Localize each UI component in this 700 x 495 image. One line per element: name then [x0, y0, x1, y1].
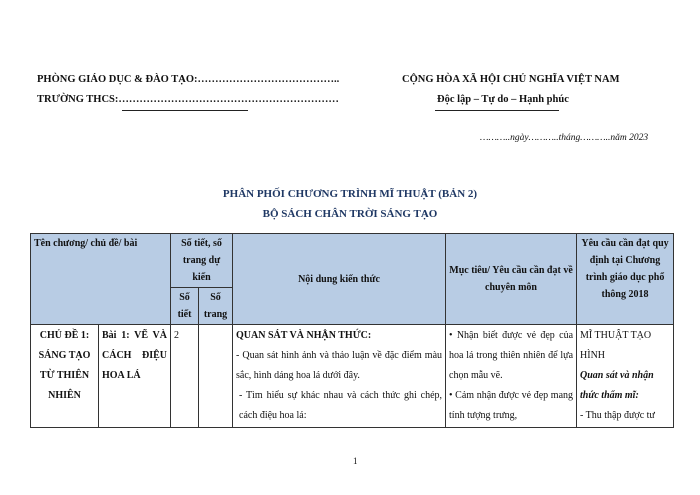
motto-underline	[435, 110, 559, 111]
header-chapter: Tên chương/ chủ đề/ bài	[31, 234, 171, 325]
table-row	[31, 325, 674, 428]
content-title: QUAN SÁT VÀ NHẬN THỨC:	[236, 330, 372, 341]
objective-item: • Nhận biết được vẻ đẹp của hoa lá trong thiên nhiên để lựa chọn mẫu vẽ.	[449, 330, 574, 381]
department-line: PHÒNG GIÁO DỤC & ĐÀO TẠO:…………………………………..	[37, 74, 340, 85]
content-cell	[233, 325, 446, 428]
header-requirements: Yêu cầu cần đạt quy định tại Chương trình giáo dục phổ thông 2018	[577, 234, 674, 325]
header-objectives: Mục tiêu/ Yêu cầu cần đạt về chuyên môn	[446, 234, 577, 325]
pages-cell	[199, 325, 233, 428]
requirement-title: MĨ THUẬT TẠO HÌNH	[580, 330, 652, 361]
topic-cell: CHỦ ĐỀ 1: SÁNG TẠO TỪ THIÊN NHIÊN	[31, 325, 99, 428]
school-line: TRƯỜNG THCS:………………………………………………………	[37, 94, 339, 105]
header-content: Nội dung kiến thức	[233, 234, 446, 325]
page-number: 1	[353, 456, 358, 466]
header-page-count: Số trang	[199, 288, 233, 325]
date-line: ………..ngày………..tháng………..năm 2023	[480, 133, 649, 143]
document-subtitle: BỘ SÁCH CHÂN TRỜI SÁNG TẠO	[262, 208, 438, 220]
requirement-subtitle: Quan sát và nhận thức thẩm mĩ:	[580, 370, 654, 401]
requirements-cell	[577, 325, 674, 428]
nation-title: CỘNG HÒA XÃ HỘI CHỦ NGHĨA VIỆT NAM	[402, 74, 620, 85]
school-underline	[122, 110, 248, 111]
header-periods: Số tiết, số trang dự kiến	[171, 234, 233, 288]
curriculum-table	[30, 233, 674, 428]
content-item: - Quan sát hình ảnh và thảo luận về đặc điểm màu sắc, hình dáng hoa lá dưới đây.	[236, 350, 443, 381]
objectives-cell	[446, 325, 577, 428]
objective-item: • Cảm nhận được vẻ đẹp mang tính tượng trưng,	[449, 390, 574, 421]
motto: Độc lập – Tự do – Hạnh phúc	[437, 94, 569, 105]
periods-cell: 2	[171, 325, 199, 428]
requirement-item: - Thu thập được tư	[580, 410, 655, 421]
header-period-count: Số tiết	[171, 288, 199, 325]
document-title: PHÂN PHỐI CHƯƠNG TRÌNH MĨ THUẬT (BẢN 2)	[222, 188, 478, 200]
lesson-cell: Bài 1: VẼ VÀ CÁCH ĐIỆU HOA LÁ	[99, 325, 171, 428]
content-item: - Tìm hiểu sự khác nhau và cách thức ghi chép, cách điệu hoa lá:	[239, 390, 443, 421]
